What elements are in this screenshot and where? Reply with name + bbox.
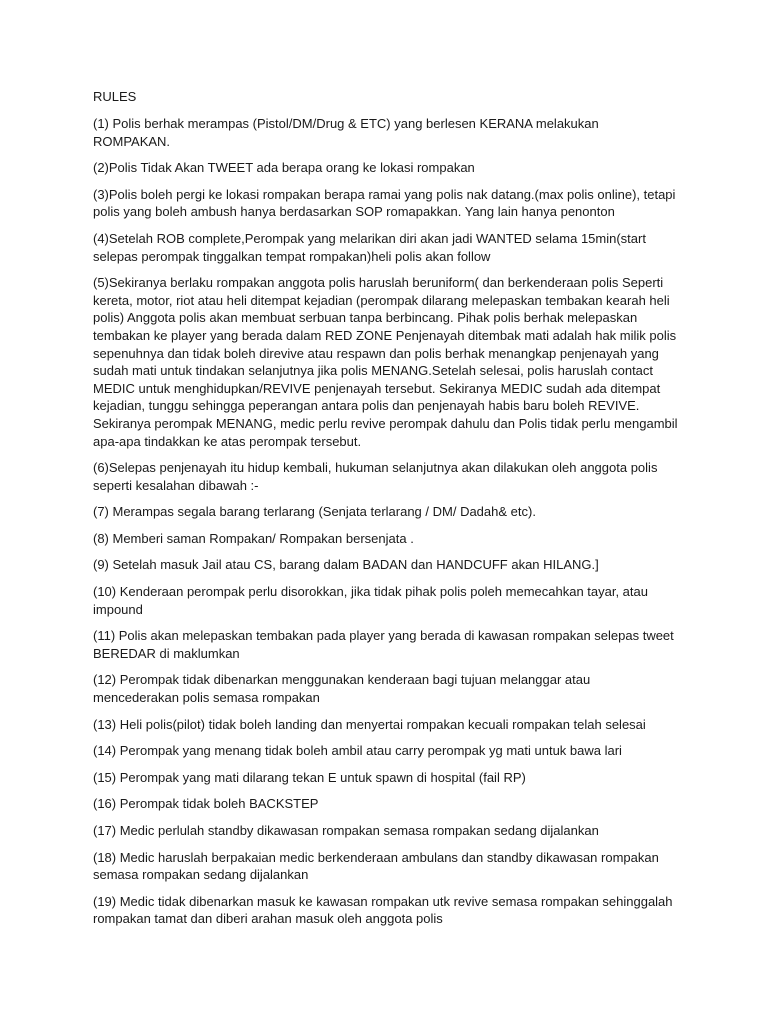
rule-item: (9) Setelah masuk Jail atau CS, barang dalam BADAN dan HANDCUFF akan HILANG.] (93, 557, 599, 573)
rule-item: (11) Polis akan melepaskan tembakan pada player yang berada di kawasan rompakan selepas tweet BEREDAR di maklumkan (93, 628, 674, 661)
rule-item: (13) Heli polis(pilot) tidak boleh landing dan menyertai rompakan kecuali rompakan telah selesai (93, 716, 646, 732)
rule-item: (5)Sekiranya berlaku rompakan anggota polis haruslah beruniform( dan berkenderaan polis Seperti kereta, motor, riot atau heli ditempat kejadian (perompak dilarang melepaskan tembakan kearah heli polis) Anggota polis akan membuat serbuan tanpa berbincang. Pihak polis berhak melepaskan tembakan ke player yang berada dalam RED ZONE Penjenayah ditembak mati adalah hak milik polis sepenuhnya dan tidak boleh direvive atau respawn dan polis berhak menangkap penjenayah yang sudah mati untuk tindakan selanjutnya jika polis MENANG.Setelah selesai, polis haruslah contact MEDIC untuk menghidupkan/REVIVE penjenayah tersebut. Sekiranya MEDIC sudah ada ditempat kejadian, tunggu sehingga peperangan antara polis dan penjenayah habis baru boleh REVIVE. Sekiranya perompak MENANG, medic perlu revive perompak dahulu dan Polis tidak perlu mengambil apa-apa tindakkan ke atas perompak tersebut. (93, 275, 678, 449)
rule-item: (10) Kenderaan perompak perlu disorokkan, jika tidak pihak polis poleh memecahkan tayar, atau impound (93, 584, 648, 617)
rule-item: (3)Polis boleh pergi ke lokasi rompakan berapa ramai yang polis nak datang.(max polis online), tetapi polis yang boleh ambush hanya berdasarkan SOP romapakkan. Yang lain hanya penonton (93, 186, 676, 220)
rule-item: (1) Polis berhak merampas (Pistol/DM/Drug & ETC) yang berlesen KERANA melakukan ROMPAKAN. (93, 116, 599, 149)
rule-item: (17) Medic perlulah standby dikawasan rompakan semasa rompakan sedang dijalankan (93, 823, 599, 838)
rule-item: (6)Selepas penjenayah itu hidup kembali, hukuman selanjutnya akan dilakukan oleh anggota polis seperti kesalahan dibawah :- (93, 460, 658, 493)
rule-item: (14) Perompak yang menang tidak boleh ambil atau carry perompak yg mati untuk bawa lari (93, 743, 622, 759)
rule-item: (7) Merampas segala barang terlarang (Senjata terlarang / DM/ Dadah& etc). (93, 504, 536, 520)
rule-item: (12) Perompak tidak dibenarkan menggunakan kenderaan bagi tujuan melanggar atau mencederakan polis semasa rompakan (93, 672, 591, 706)
rule-item: (18) Medic haruslah berpakaian medic berkenderaan ambulans dan standby dikawasan rompakan semasa rompakan sedang dijalankan (93, 849, 659, 883)
rule-item: (2)Polis Tidak Akan TWEET ada berapa orang ke lokasi rompakan (93, 160, 475, 176)
rule-item: (19) Medic tidak dibenarkan masuk ke kawasan rompakan utk revive semasa rompakan sehinggalah rompakan tamat dan diberi arahan masuk oleh anggota polis (93, 893, 673, 927)
rule-item: (16) Perompak tidak boleh BACKSTEP (93, 796, 319, 812)
document-title: RULES (93, 89, 137, 104)
rule-item: (15) Perompak yang mati dilarang tekan E untuk spawn di hospital (fail RP) (93, 769, 526, 785)
rule-item: (8) Memberi saman Rompakan/ Rompakan bersenjata . (93, 530, 414, 546)
rule-item: (4)Setelah ROB complete,Perompak yang melarikan diri akan jadi WANTED selama 15min(start selepas perompak tinggalkan tempat rompakan)heli polis akan follow (93, 230, 646, 264)
